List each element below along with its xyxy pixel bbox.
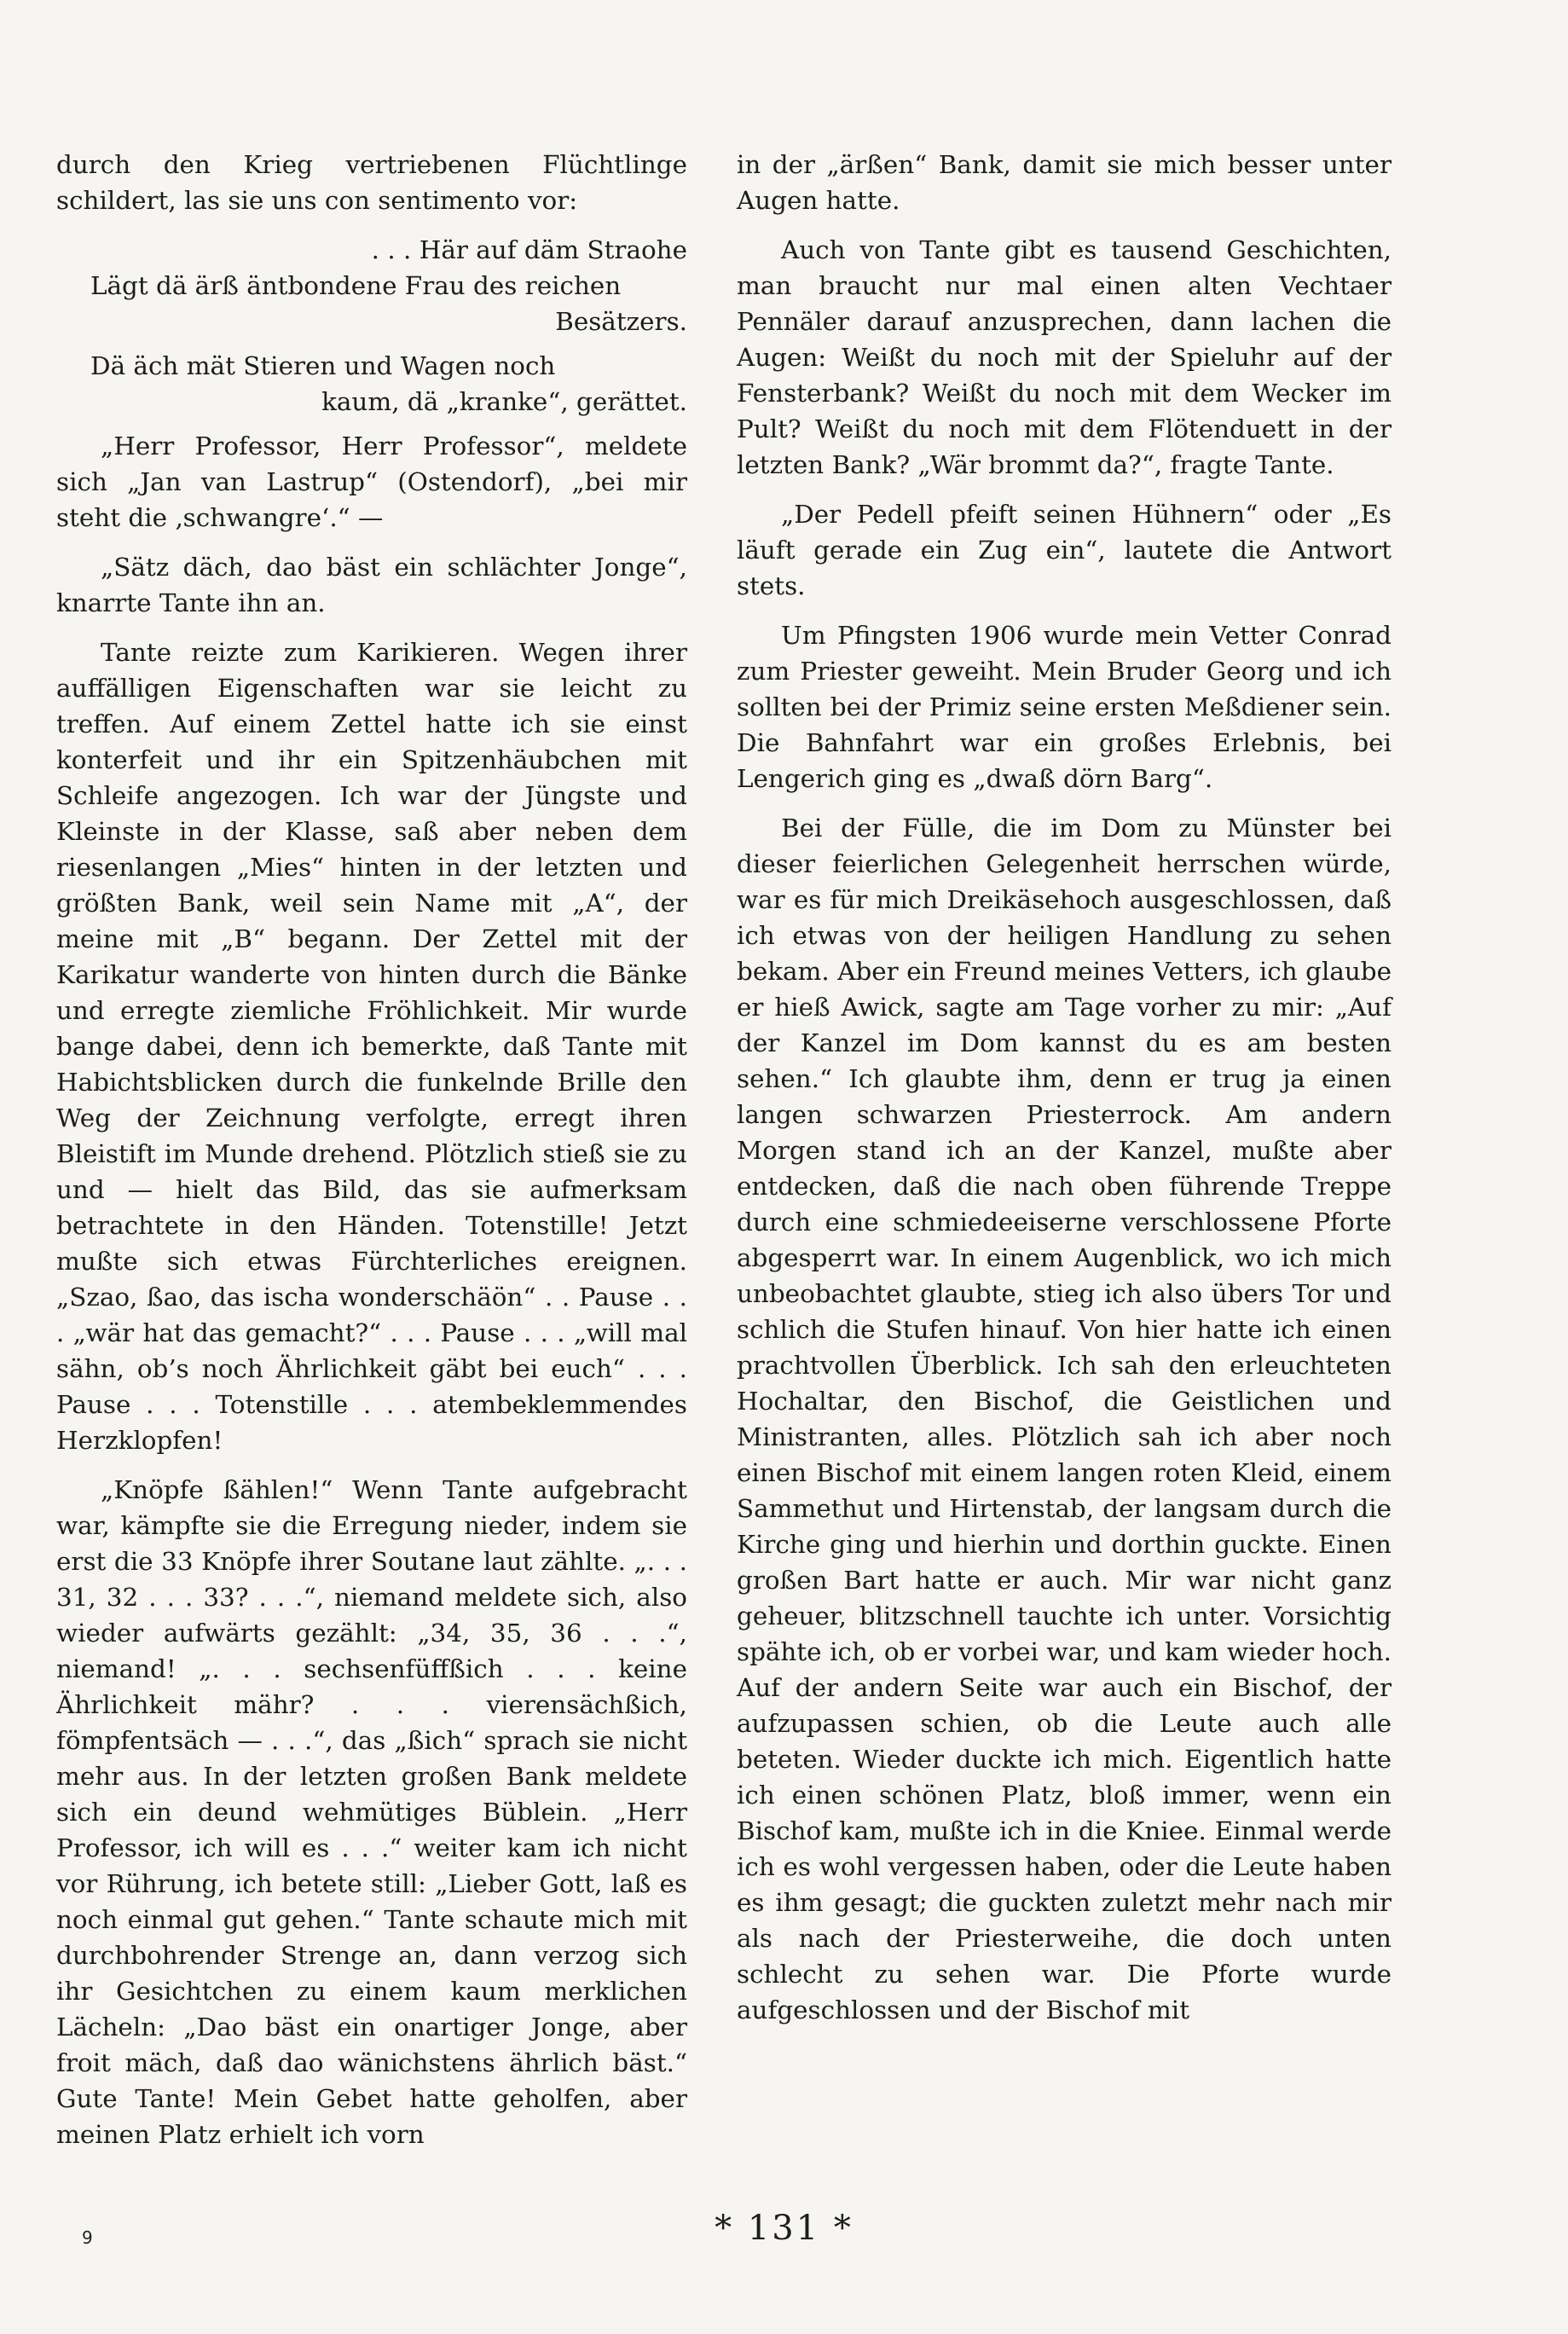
- verse-line: Dä äch mät Stieren und Wagen noch: [90, 351, 556, 380]
- verse-stanza: [56, 232, 687, 339]
- verse-stanza: [56, 348, 687, 420]
- paragraph: Um Pfingsten 1906 wurde mein Vetter Conrad zum Priester geweiht. Mein Bruder Georg und ich sollten bei der Primiz seine ersten Meßdiener sein. Die Bahnfahrt war ein großes Erlebnis, bei Lengerich ging es „dwaß dörn Barg“.: [737, 621, 1392, 793]
- signature-mark: 9: [82, 2227, 93, 2248]
- page-number: * 131 *: [715, 2209, 853, 2248]
- paragraph: „Knöpfe ßählen!“ Wenn Tante aufgebracht war, kämpfte sie die Erregung nieder, indem sie erst die 33 Knöpfe ihrer Soutane laut zählte. „. . . 31, 32 . . . 33? . . .“, niemand meldete sich, also wieder aufwärts gezählt: „34, 35, 36 . . .“, niemand! „. . . sechsenfüffßich . . . keine Ährlichkeit mähr? . . . vierensächßich, fömpfentsäch — . . .“, das „ßich“ sprach sie nicht mehr aus. In der letzten großen Bank meldete sich ein deund wehmütiges Büblein. „Herr Professor, ich will es . . .“ weiter kam ich nicht vor Rührung, ich betete still: „Lieber Gott, laß es noch einmal gut gehen.“ Tante schaute mich mit durchbohrender Strenge an, dann verzog sich ihr Gesichtchen zu einem kaum merklichen Lächeln: „Dao bäst ein onartiger Jonge, aber froit mäch, daß dao wänichstens ährlich bäst.“ Gute Tante! Mein Gebet hatte geholfen, aber meinen Platz erhielt ich vorn: [56, 1475, 687, 2149]
- right-column: [737, 147, 1392, 2042]
- verse-line: Lägt dä ärß äntbondene Frau des reichen: [90, 271, 622, 300]
- paragraph: Bei der Fülle, die im Dom zu Münster bei dieser feierlichen Gelegenheit herrschen würde, war es für mich Dreikäsehoch ausgeschlossen, daß ich etwas von der heiligen Handlung zu sehen bekam. Aber ein Freund meines Vetters, ich glaube er hieß Awick, sagte am Tage vorher zu mir: „Auf der Kanzel im Dom kannst du es am besten sehen.“ Ich glaubte ihm, denn er trug ja einen langen schwarzen Priesterrock. Am andern Morgen stand ich an der Kanzel, mußte aber entdecken, daß die nach oben führende Treppe durch eine schmiedeeiserne verschlossene Pforte abgesperrt war. In einem Augenblick, wo ich mich unbeobachtet glaubte, stieg ich also übers Tor und schlich die Stufen hinauf. Von hier hatte ich einen prachtvollen Überblick. Ich sah den erleuchteten Hochaltar, den Bischof, die Geistlichen und Ministranten, alles. Plötzlich sah ich aber noch einen Bischof mit einem langen roten Kleid, einem Sammethut und Hirtenstab, der langsam durch die Kirche ging und hierhin und dorthin guckte. Einen großen Bart hatte er auch. Mir war nicht ganz geheuer, blitzschnell tauchte ich unter. Vorsichtig spähte ich, ob er vorbei war, und kam wieder hoch. Auf der andern Seite war auch ein Bischof, der aufzupassen schien, ob die Leute auch alle beteten. Wieder duckte ich mich. Eigentlich hatte ich einen schönen Platz, bloß immer, wenn ein Bischof kam, mußte ich in die Kniee. Einmal werde ich es wohl vergessen haben, oder die Leute haben es ihm gesagt; die guckten zuletzt mehr nach mir als nach der Priesterweihe, die doch unten schlecht zu sehen war. Die Pforte wurde aufgeschlossen und der Bischof mit: [737, 814, 1392, 2024]
- verse-line: kaum, dä „kranke“, gerättet.: [321, 387, 687, 416]
- left-column: [56, 147, 687, 2166]
- paragraph: „Herr Professor, Herr Professor“, meldete sich „Jan van Lastrup“ (Ostendorf), „bei mir steht die ‚schwangre‘.“ —: [56, 431, 687, 532]
- paragraph: „Der Pedell pfeift seinen Hühnern“ oder „Es läuft gerade ein Zug ein“, lautete die Antwort stets.: [737, 500, 1392, 600]
- paragraph: durch den Krieg vertriebenen Flüchtlinge schildert, las sie uns con sentimento vor:: [56, 150, 687, 215]
- verse-line: Besätzers.: [555, 307, 687, 336]
- paragraph: Tante reizte zum Karikieren. Wegen ihrer auffälligen Eigenschaften war sie leicht zu treffen. Auf einem Zettel hatte ich sie einst konterfeit und ihr ein Spitzenhäubchen mit Schleife angezogen. Ich war der Jüngste und Kleinste in der Klasse, saß aber neben dem riesenlangen „Mies“ hinten in der letzten und größten Bank, weil sein Name mit „A“, der meine mit „B“ begann. Der Zettel mit der Karikatur wanderte von hinten durch die Bänke und erregte ziemliche Fröhlichkeit. Mir wurde bange dabei, denn ich bemerkte, daß Tante mit Habichtsblicken durch die funkelnde Brille den Weg der Zeichnung verfolgte, erregt ihren Bleistift im Munde drehend. Plötzlich stieß sie zu und — hielt das Bild, das sie aufmerksam betrachtete in den Händen. Totenstille! Jetzt mußte sich etwas Fürchterliches ereignen. „Szao, ßao, das ischa wonderschäön“ . . Pause . . . „wär hat das gemacht?“ . . . Pause . . . „will mal sähn, ob’s noch Ährlichkeit gäbt bei euch“ . . . Pause . . . Totenstille . . . atembeklemmendes Herzklopfen!: [56, 638, 687, 1455]
- paragraph: „Sätz däch, dao bäst ein schlächter Jonge“, knarrte Tante ihn an.: [56, 553, 687, 617]
- verse-line: . . . Här auf däm Straohe: [371, 235, 687, 264]
- paragraph: in der „ärßen“ Bank, damit sie mich besser unter Augen hatte.: [737, 150, 1392, 215]
- paragraph: Auch von Tante gibt es tausend Geschichten, man braucht nur mal einen alten Vechtaer Pennäler darauf anzusprechen, dann lachen die Augen: Weißt du noch mit der Spieluhr auf der Fensterbank? Weißt du noch mit dem Wecker im Pult? Weißt du noch mit dem Flötenduett in der letzten Bank? „Wär brommt da?“, fragte Tante.: [737, 235, 1392, 479]
